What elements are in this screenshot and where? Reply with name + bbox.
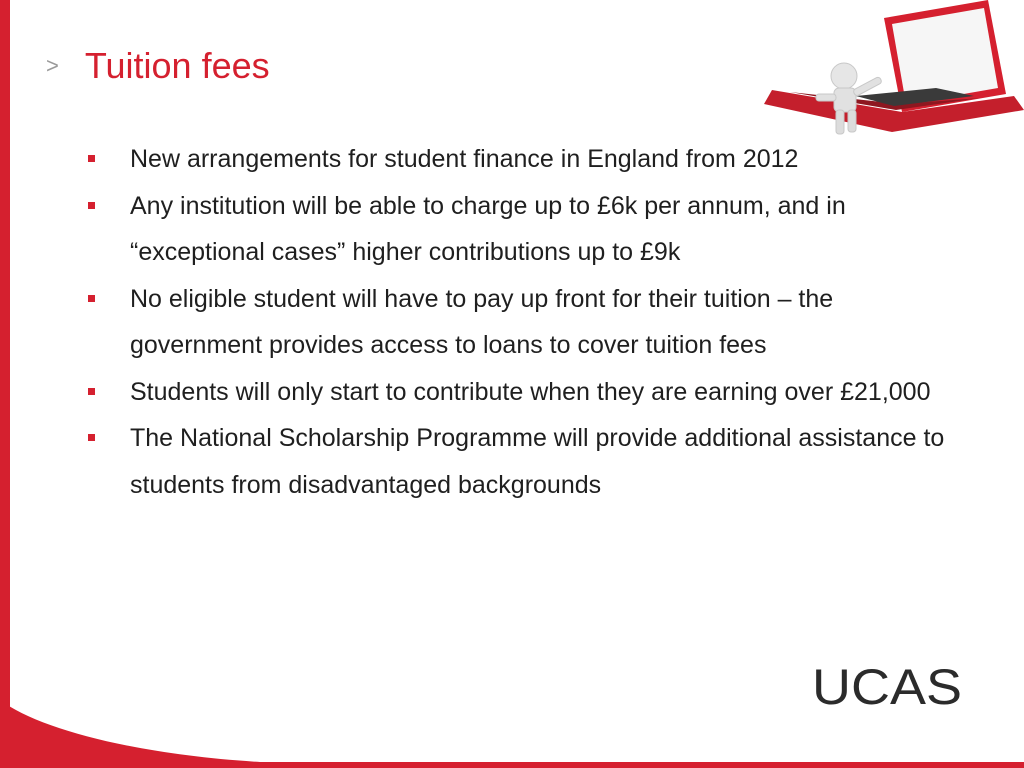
bullet-text: No eligible student will have to pay up front for their tuition – the government provides access to loans to cover tuition fees: [130, 284, 834, 359]
square-bullet-icon: [88, 434, 95, 441]
slide-title: Tuition fees: [84, 45, 270, 86]
logo-text: UCAS: [812, 659, 962, 712]
square-bullet-icon: [88, 155, 95, 162]
bullet-text: Any institution will be able to charge up to £6k per annum, and in “exceptional cases” higher contributions up to £9k: [130, 191, 846, 266]
square-bullet-icon: [88, 388, 95, 395]
bullet-item: [86, 276, 956, 369]
bullet-item: [86, 415, 956, 508]
bullet-item: [86, 183, 956, 276]
bullet-text: Students will only start to contribute when they are earning over £21,000: [130, 377, 931, 406]
laptop-figure-illustration: [760, 0, 1024, 146]
chevron-right-icon: >: [46, 53, 59, 78]
bullet-text: The National Scholarship Programme will provide additional assistance to students from disadvantaged backgrounds: [130, 424, 945, 499]
square-bullet-icon: [88, 295, 95, 302]
bullet-text: New arrangements for student finance in England from 2012: [130, 145, 799, 173]
ucas-logo: [812, 656, 962, 712]
bullet-list: [86, 136, 956, 508]
bullet-item: [86, 369, 956, 416]
left-accent-bar: [0, 0, 10, 768]
square-bullet-icon: [88, 202, 95, 209]
title-row: [46, 44, 270, 88]
